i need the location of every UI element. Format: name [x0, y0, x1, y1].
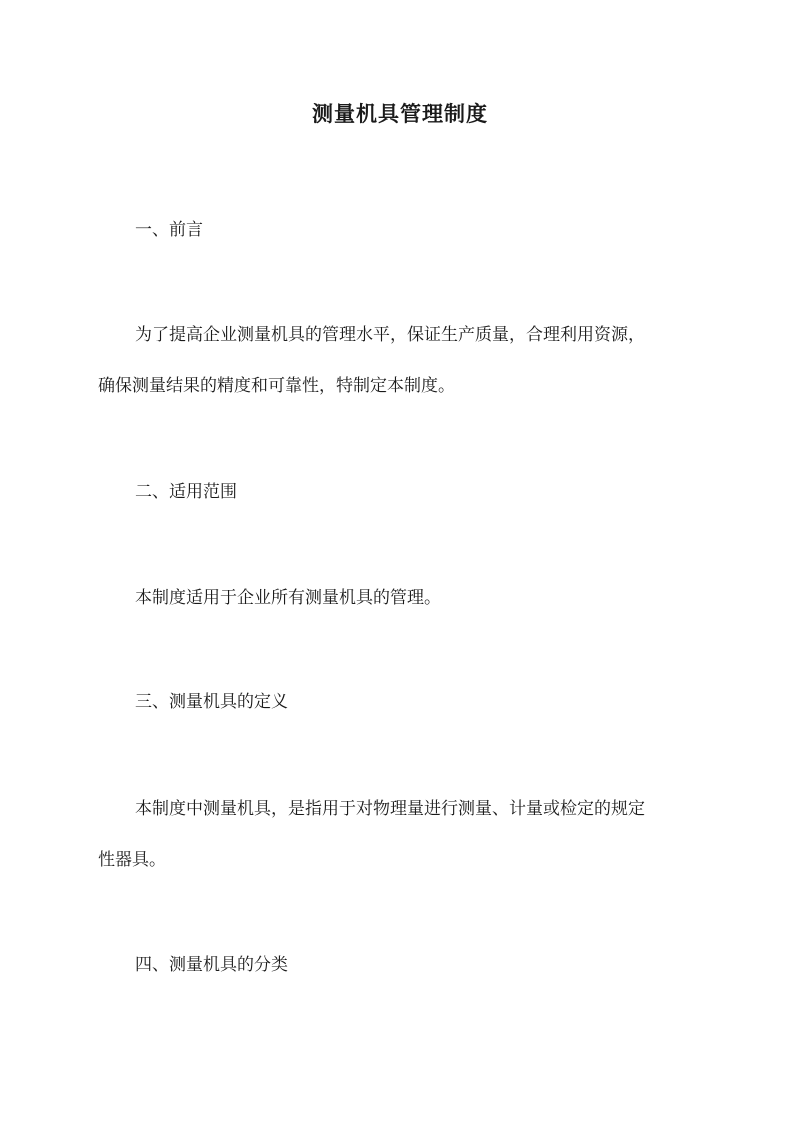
section-heading-scope: 二、适用范围: [135, 482, 237, 502]
paragraph-line: 确保测量结果的精度和可靠性，特制定本制度。: [98, 376, 455, 396]
paragraph-line: 本制度适用于企业所有测量机具的管理。: [135, 588, 441, 608]
paragraph-line: 性器具。: [98, 850, 166, 870]
section-heading-preface: 一、前言: [135, 220, 203, 240]
page-title: 测量机具管理制度: [312, 101, 488, 126]
section-heading-classification: 四、测量机具的分类: [135, 955, 288, 975]
paragraph-line: 本制度中测量机具，是指用于对物理量进行测量、计量或检定的规定: [135, 799, 645, 819]
paragraph-line: 为了提高企业测量机具的管理水平，保证生产质量，合理利用资源，: [135, 325, 645, 345]
section-heading-definition: 三、测量机具的定义: [135, 692, 288, 712]
